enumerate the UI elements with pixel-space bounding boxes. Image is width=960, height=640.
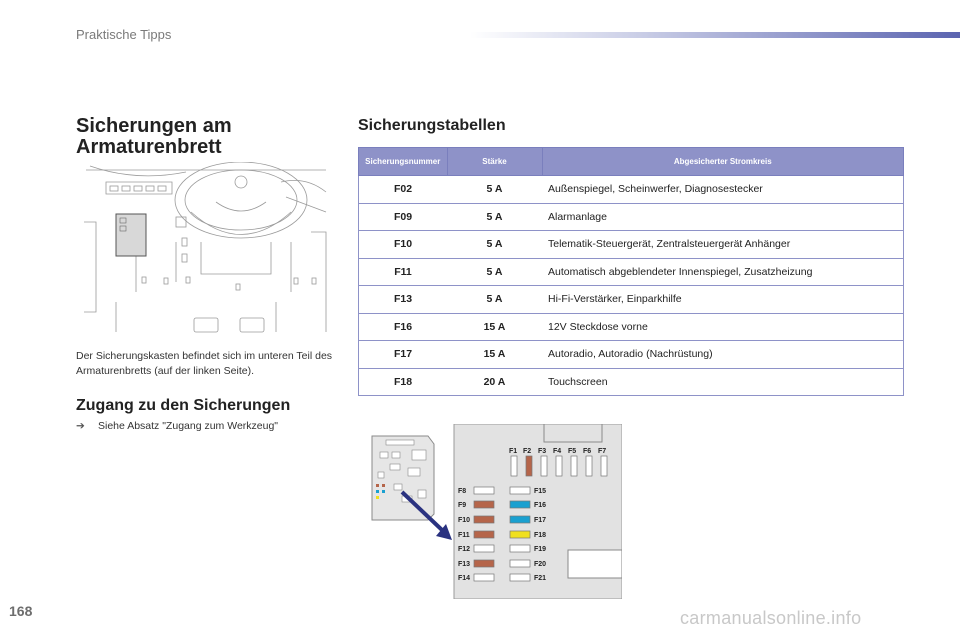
access-bullet-text: Siehe Absatz "Zugang zum Werkzeug" (98, 420, 279, 432)
watermark: carmanualsonline.info (680, 608, 862, 628)
fuse-slot (510, 545, 530, 552)
fuse-circuit: Hi-Fi-Verstärker, Einparkhilfe (542, 286, 904, 314)
fuse-number: F11 (359, 258, 448, 286)
fuse-label-top: F7 (598, 448, 607, 455)
fuse-label-right: F20 (534, 561, 547, 568)
page-title (76, 116, 232, 158)
page-number: 168 (9, 603, 33, 619)
table-row (359, 176, 904, 204)
fuse-slot (510, 531, 530, 538)
fuse-label-top: F3 (538, 448, 547, 455)
fuse-slot (474, 560, 494, 567)
fuse-box-overview (372, 436, 434, 520)
fusebox-location-text: Der Sicherungskasten befindet sich im unteren Teil des Armaturenbretts (auf der linken Seite). (76, 350, 333, 377)
page-title-line2: Armaturenbrett (76, 136, 222, 158)
fuse-circuit: Alarmanlage (542, 203, 904, 231)
table-row (359, 368, 904, 396)
table-row (359, 313, 904, 341)
fuse-rating: 15 A (447, 341, 542, 369)
fuse-number: F09 (359, 203, 448, 231)
fuse-label-top: F5 (568, 448, 577, 455)
fuse-label-top: F4 (553, 448, 562, 455)
fuse-number: F16 (359, 313, 448, 341)
column-header-circuit: Abgesicherter Stromkreis (542, 148, 904, 176)
access-heading: Zugang zu den Sicherungen (76, 397, 291, 414)
fuse-number: F17 (359, 341, 448, 369)
fuse-slot (510, 516, 530, 523)
fuse-rating: 15 A (447, 313, 542, 341)
fuse-rating: 20 A (447, 368, 542, 396)
fuse-label-right: F21 (534, 575, 547, 582)
column-header-fuse-number: Sicherungsnummer (359, 148, 448, 176)
page-title-line1: Sicherungen am (76, 115, 232, 137)
fuse-circuit: Autoradio, Autoradio (Nachrüstung) (542, 341, 904, 369)
fuse-slot (474, 487, 494, 494)
fuse-slot (474, 531, 494, 538)
fuse-label-left: F13 (458, 561, 471, 568)
table-row (359, 203, 904, 231)
header-gradient-bar (470, 32, 960, 38)
fuse-slot (556, 456, 562, 476)
fuse-rating: 5 A (447, 258, 542, 286)
fuse-slot (474, 516, 494, 523)
fuse-slot (510, 501, 530, 508)
dashboard-illustration (76, 162, 334, 336)
fuse-label-left: F9 (458, 502, 467, 509)
fuse-circuit: Automatisch abgeblendeter Innenspiegel, Zusatzheizung (542, 258, 904, 286)
fuse-slot (510, 574, 530, 581)
fuse-slot (586, 456, 592, 476)
fuse-label-top: F1 (509, 448, 518, 455)
fuse-number: F18 (359, 368, 448, 396)
fuse-table (358, 147, 904, 396)
fuse-label-left: F11 (458, 532, 470, 539)
fuse-label-left: F14 (458, 575, 471, 582)
fuse-slot (541, 456, 547, 476)
fuse-rating: 5 A (447, 176, 542, 204)
fuse-slot (474, 574, 494, 581)
fuse-rating: 5 A (447, 203, 542, 231)
table-row (359, 341, 904, 369)
fuse-label-left: F10 (458, 517, 471, 524)
fuse-slot (510, 487, 530, 494)
fuse-table-header (359, 148, 904, 176)
fuse-slot (474, 545, 494, 552)
table-row (359, 286, 904, 314)
fuse-label-top: F2 (523, 448, 532, 455)
fuse-number: F02 (359, 176, 448, 204)
fuse-rating: 5 A (447, 286, 542, 314)
column-header-rating: Stärke (447, 148, 542, 176)
fuse-slot (601, 456, 607, 476)
fuse-label-left: F8 (458, 488, 467, 495)
fuse-circuit: Telematik-Steuergerät, Zentralsteuergerät Anhänger (542, 231, 904, 259)
fuse-circuit: Touchscreen (542, 368, 904, 396)
access-bullet (76, 420, 278, 432)
table-row (359, 258, 904, 286)
fuse-circuit: 12V Steckdose vorne (542, 313, 904, 341)
fuse-slot (571, 456, 577, 476)
fuse-box-diagram (368, 424, 622, 599)
fuse-rating: 5 A (447, 231, 542, 259)
fuse-number: F13 (359, 286, 448, 314)
table-row (359, 231, 904, 259)
fuse-circuit: Außenspiegel, Scheinwerfer, Diagnosestecker (542, 176, 904, 204)
header-section-title: Praktische Tipps (76, 27, 172, 42)
fuse-label-right: F17 (534, 517, 547, 524)
fuse-slot (510, 560, 530, 567)
fuse-slot (526, 456, 532, 476)
fuse-label-left: F12 (458, 546, 471, 553)
arrow-bullet-icon: ➔ (76, 420, 85, 432)
fuse-number: F10 (359, 231, 448, 259)
fuse-label-right: F18 (534, 532, 547, 539)
fuse-label-right: F15 (534, 488, 547, 495)
fuse-label-top: F6 (583, 448, 592, 455)
fuse-label-right: F16 (534, 502, 547, 509)
fuse-slot (474, 501, 494, 508)
fuse-tables-heading: Sicherungstabellen (358, 117, 506, 134)
fuse-slot (511, 456, 517, 476)
fuse-label-right: F19 (534, 546, 547, 553)
